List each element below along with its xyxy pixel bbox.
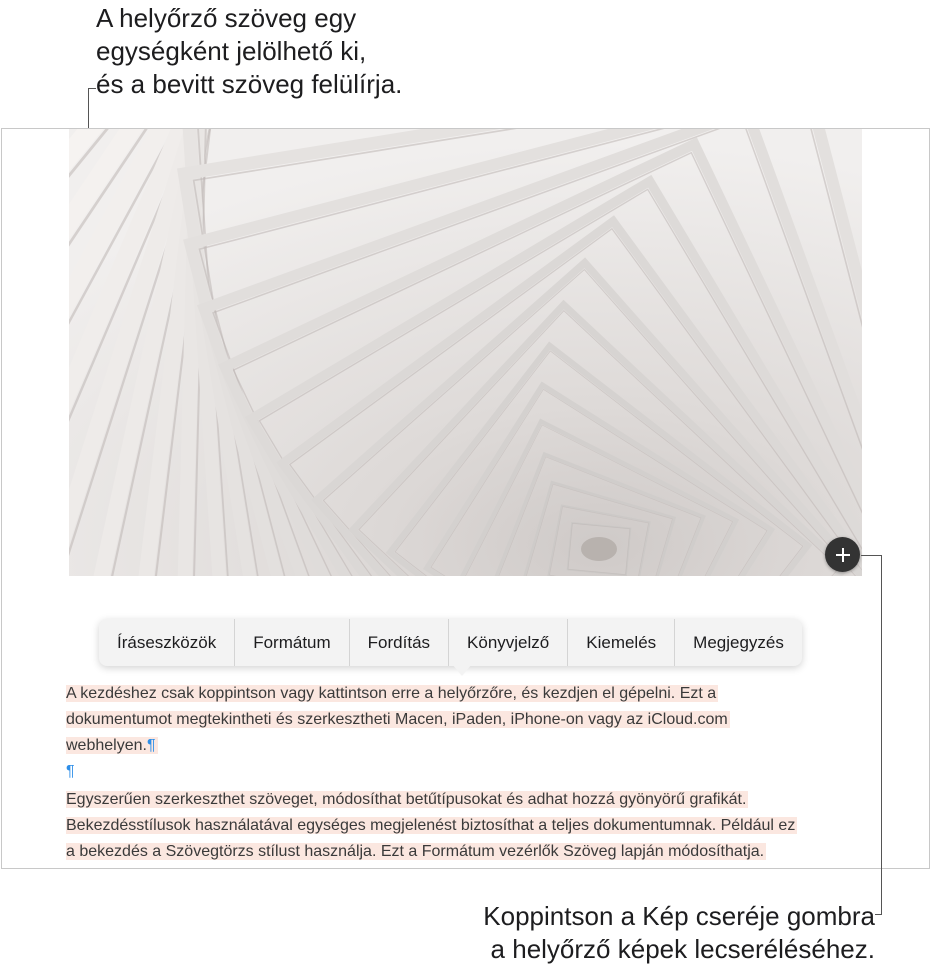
text-line: a bekezdés a Szövegtörzs stílust használja. Ezt a Formátum vezérlők Szöveg lapján módosíthatja.	[66, 843, 765, 860]
callout-line: a helyőrző képek lecseréléséhez.	[490, 934, 875, 964]
callout-line: A helyőrző szöveg egy	[96, 3, 357, 33]
text-line: Egyszerűen szerkeszthet szöveget, módosíthat betűtípusokat és adhat hozzá gyönyörű grafikát.	[66, 791, 747, 808]
text-line: Bekezdésstílusok használatával egységes megjelenést biztosíthat a teljes dokumentumnak. Például ez	[66, 817, 796, 834]
callout-leader-line	[875, 914, 882, 915]
text-line: A kezdéshez csak koppintson vagy kattintson erre a helyőrzőre, és kezdjen el gépelni. Ezt a	[66, 685, 717, 702]
callout-line: Koppintson a Kép cseréje gombra	[483, 901, 875, 931]
placeholder-paragraph[interactable]	[66, 787, 797, 865]
paragraph-mark: ¶	[66, 763, 75, 780]
callout-line: és a bevitt szöveg felülírja.	[96, 69, 403, 99]
callout-line: egységként jelölhető ki,	[96, 36, 367, 66]
callout-replace-image	[483, 900, 875, 966]
callout-placeholder-text	[96, 2, 516, 101]
empty-paragraph[interactable]	[66, 759, 75, 785]
placeholder-image[interactable]	[69, 129, 862, 576]
spiral-architecture-image	[69, 129, 862, 576]
menu-item-bookmark[interactable]: Könyvjelző	[449, 619, 568, 666]
paragraph-mark: ¶	[146, 737, 156, 754]
text-line: dokumentumot megtekintheti és szerkesztheti Macen, iPaden, iPhone-on vagy az iCloud.com	[66, 711, 728, 728]
menu-item-comment[interactable]: Megjegyzés	[693, 632, 784, 652]
callout-leader-line	[88, 88, 96, 89]
callout-leader-line	[861, 555, 882, 556]
context-menu-pointer	[452, 664, 472, 676]
replace-image-button[interactable]	[825, 537, 860, 572]
context-menu	[99, 619, 802, 666]
menu-item-highlight[interactable]: Kiemelés	[568, 619, 675, 666]
placeholder-paragraph[interactable]	[66, 681, 730, 759]
menu-item-writing-tools[interactable]: Íráseszközök	[99, 619, 235, 666]
menu-item-format[interactable]: Formátum	[235, 619, 349, 666]
plus-icon	[835, 547, 851, 563]
callout-leader-line	[881, 555, 882, 915]
menu-item-translate[interactable]: Fordítás	[350, 619, 449, 666]
text-line: webhelyen.	[66, 737, 147, 754]
